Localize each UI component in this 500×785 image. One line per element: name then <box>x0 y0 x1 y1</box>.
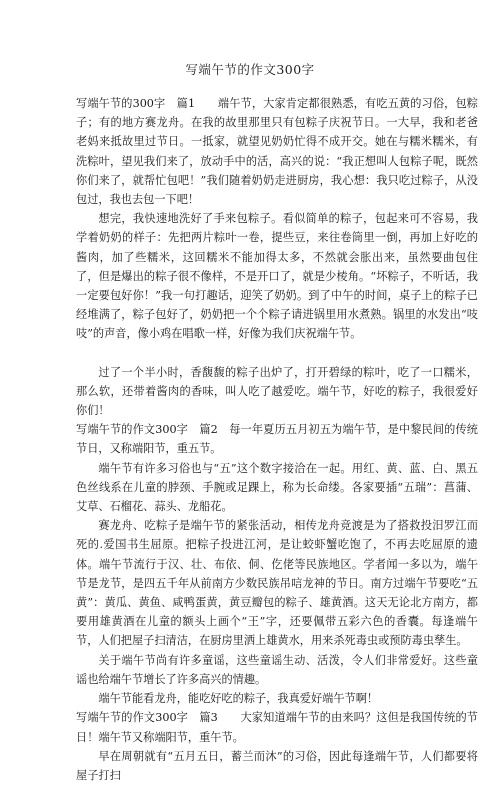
paragraph-3: 过了一个半小时，香馥馥的粽子出炉了，打开碧绿的粽叶，吃了一口糯米，那么软，还带着酱肉的香味，叫人吃了越爱吃。端午节，好吃的粽子，我很爱好你们！ <box>76 365 478 418</box>
paragraph-4: 写端午节的作文300字 篇2 每一年夏历五月初五为端午节，是中黎民间的传统节日，又称端阳节，重五节。 <box>76 423 478 456</box>
paragraph-5: 端午节有许多习俗也与“五”这个数字接洽在一起。用红、黄、蓝、白、黑五色丝线系在儿童的脖颈、手腕或足踝上，称为长命缕。各家要插“五瑞”：菖蒲、艾草、石榴花、蒜头、龙船花。 <box>76 461 478 514</box>
page-title: 写端午节的作文300字 <box>185 62 315 77</box>
paragraph-6: 赛龙舟、吃粽子是端午节的紧张活动，相传龙舟竞渡是为了搭救投汨罗江而死的.爱国书生屈原。把粽子投进江河，是让蛟虾蟹吃饱了，不再去吃屈原的遗体。端午节流行于汉、壮、布依、侗、仡佬等民族地区。学者闻一多以为，端午节是龙节，是四五千年从前南方少数民族吊唁龙神的节日。南方过端午节要吃“五黄”：黄瓜、黄鱼、咸鸭蛋黄，黄豆瓣包的粽子、雄黄酒。这天无论北方南方，都要用雄黄酒在儿童的额头上画个“王”字，还要佩带五彩六色的香囊。每逢端午节，人们把屋子扫清洁，在厨房里洒上雄黄水，用来杀死毒虫或预防毒虫孳生。 <box>76 519 478 648</box>
document-body <box>76 94 478 785</box>
paragraph-1: 写端午节的300字 篇1 端午节，大家肯定都很熟悉，有吃五黄的习俗，包粽子；有的地方赛龙舟。在我的故里那里只有包粽子庆祝节日。一大早，我和老爸老妈来抵故里过节日。一抵家，就望见奶奶忙得不成开交。她在与糯米糯米，有洗粽叶，望见我们来了，放动手中的活，高兴的说：“我正想叫人包粽子呢，既然你们来了，就帮忙包吧！”我们随着奶奶走进厨房，我心想：我只吃过粽子，从没包过，我也去包一下吧！ <box>76 97 478 207</box>
paragraph-9: 写端午节的作文300字 篇3 大家知道端午节的由来吗？这但是我国传统的节日！端午节又称端阳节，重午节。 <box>76 711 478 744</box>
paragraph-10: 早在周朝就有“五月五日，蓄兰而沐”的习俗，因此每逢端午节，人们都要将屋子打扫 <box>76 749 478 782</box>
paragraph-7: 关于端午节尚有许多童谣，这些童谣生动、活泼，令人们非常爱好。这些童谣也给端午节增长了许多高兴的情趣。 <box>76 653 478 686</box>
paragraph-8: 端午节能看龙舟，能吃好吃的粽子，我真爱好端午节啊！ <box>98 692 379 706</box>
blank-line <box>76 344 478 363</box>
paragraph-2: 想完，我快速地洗好了手来包粽子。看似简单的粽子，包起来可不容易，我学着奶奶的样子：先把两片粽叶一卷，提些豆，来往卷筒里一倒，再加上好吃的酱肉，加了些糯米，这回糯米不能加得太多，不然就会胀出来，虽然要曲包住了，但是爆出的粽子很不像样，不是开口了，就是少棱角。“坏粽子，不听话，我一定要包好你！”我一句打趣话，迎笑了奶奶。到了中午的时间，桌子上的粽子已经堆满了，粽子包好了，奶奶把一个个粽子请进锅里用水煮熟。锅里的水发出“吱吱”的声音，像小鸡在唱歌一样，好像为我们庆祝端午节。 <box>76 212 478 341</box>
